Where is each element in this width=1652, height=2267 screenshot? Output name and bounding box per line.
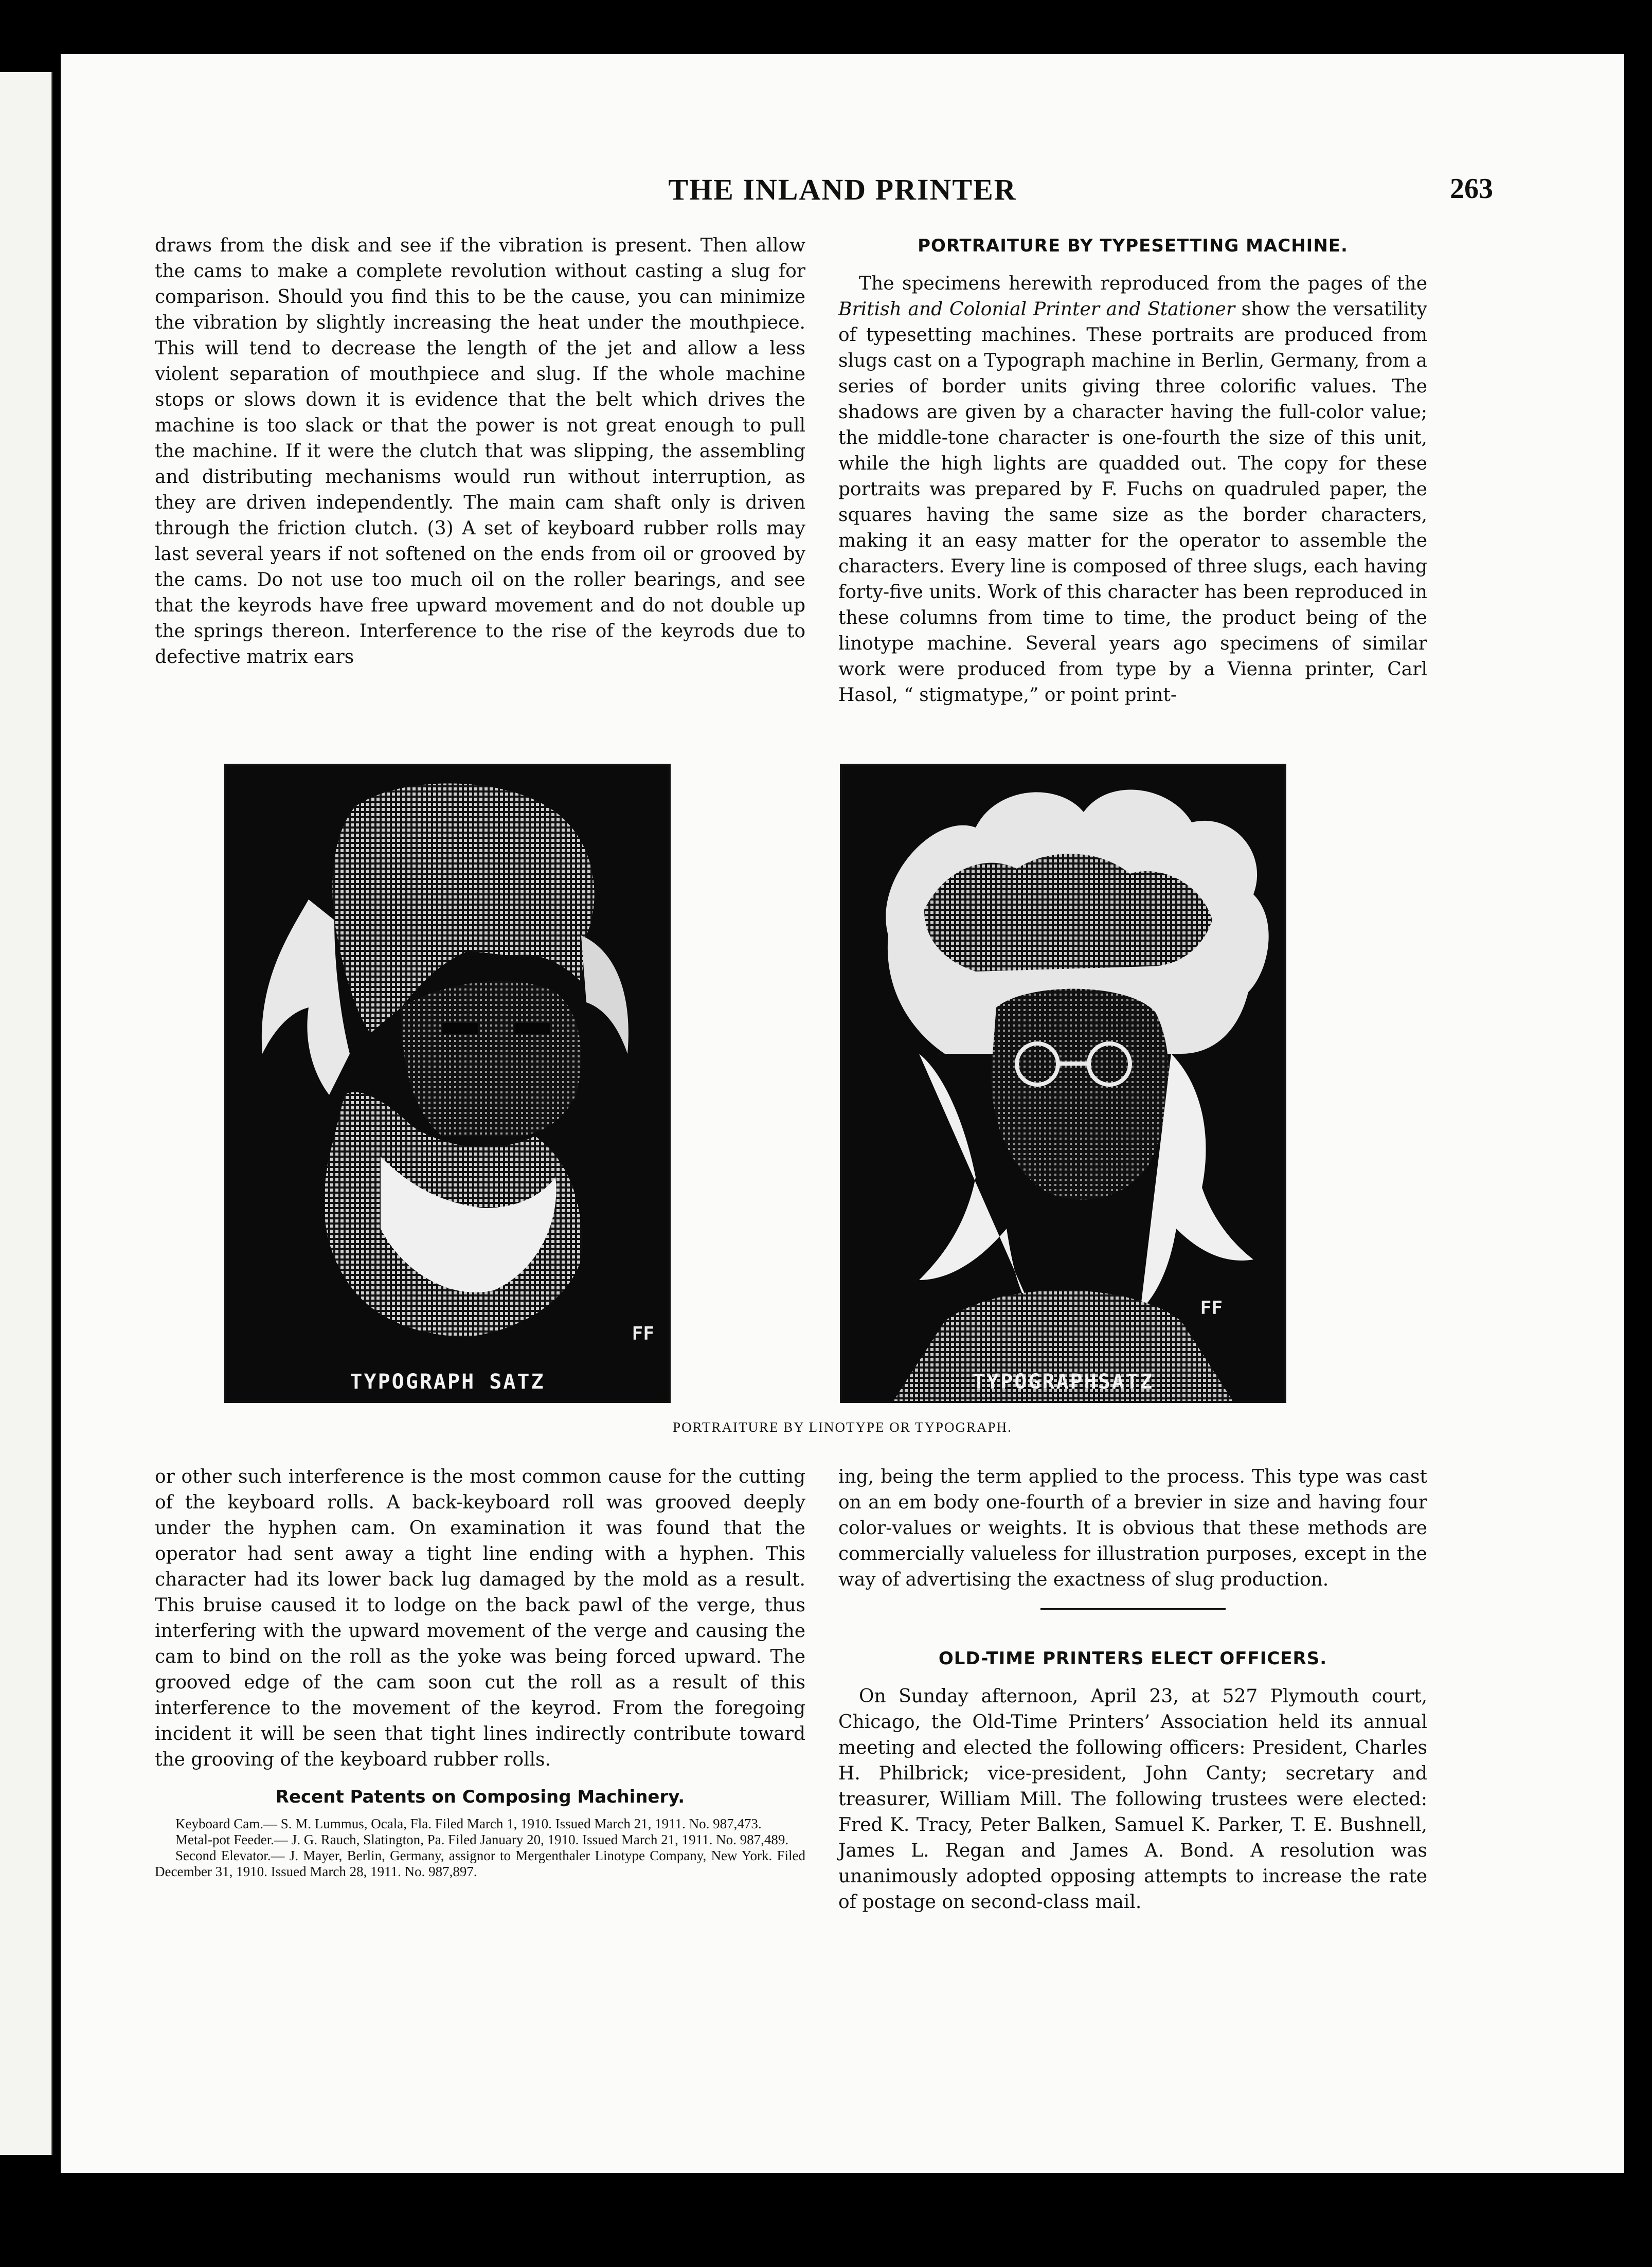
- monogram: FF: [1200, 1298, 1223, 1319]
- portrait-right-label: TYPOGRAPHSATZ: [972, 1370, 1154, 1394]
- journal-title: THE INLAND PRINTER: [668, 173, 1017, 206]
- running-header: [61, 172, 1624, 224]
- patent-entry: Metal-pot Feeder.— J. G. Rauch, Slatington, Pa. Filed January 20, 1910. Issued March 21, 1911. No. 987,489.: [175, 1832, 789, 1847]
- article-paragraph: The specimens herewith reproduced from the pages of the British and Colonial Printer and Stationer show the versatility of typesetting machines. These portraits are produced from slugs cast on a Typograph machine in Berlin, Germany, from a series of border units giving three colorific values. The shadows are given by a character having the full-color value; the middle-tone character is one-fourth the size of this unit, while the high lights are quadded out. The copy for these portraits was prepared by F. Fuchs on quadruled paper, the squares having the same size as the border characters, making it an easy matter for the operator to assemble the characters. Every line is composed of three slugs, each having forty-five units. Work of this character has been reproduced in these columns from time to time, the product being of the linotype machine. Several years ago specimens of similar work were produced from type by a Vienna printer, Carl Hasol, “ stigmatype,” or point print-: [838, 273, 1427, 706]
- section-divider: [1040, 1608, 1226, 1610]
- facing-page-edge: [0, 72, 52, 2155]
- right-column-bottom: [838, 1464, 1427, 1915]
- article-paragraph: draws from the disk and see if the vibration is present. Then allow the cams to make a complete revolution without casting a slug for comparison. Should you find this to be the cause, you can minimize the vibration by slightly increasing the heat under the mouthpiece. This will tend to decrease the length of the jet and allow a less violent separation of mouthpiece and slug. If the whole machine stops or slows down it is evidence that the belt which drives the machine is too slack or that the power is not great enough to pull the machine. If it were the clutch that was slipping, the assembling and distributing mechanisms would run without interruption, as they are driven independently. The main cam shaft only is driven through the friction clutch. (3) A set of keyboard rubber rolls may last several years if not softened on the ends from oil or grooved by the cams. Do not use too much oil on the roller bearings, and see that the keyrods have free upward movement and do not double up the springs thereon. Interference to the rise of the keyrods due to defective matrix ears: [155, 235, 805, 668]
- portrait-left: [224, 764, 671, 1403]
- patents-heading: Recent Patents on Composing Machinery.: [275, 1787, 685, 1807]
- left-column-top: [155, 233, 805, 670]
- portrait-left-image: [226, 766, 669, 1401]
- article-paragraph: or other such interference is the most common cause for the cutting of the keyboard rolls. A back-keyboard roll was grooved deeply under the hyphen cam. On examination it was found that the operator had sent away a tight line ending with a hyphen. This character had its lower back lug damaged by the mold as a result. This bruise caused it to lodge on the back pawl of the verge, thus interfering with the upward movement of the verge and causing the cam to bind on the roll as the yoke was being forced upward. The grooved edge of the cam soon cut the roll as a result of this interference to the movement of the keyrod. From the foregoing incident it will be seen that tight lines indirectly contribute toward the grooving of the keyboard rubber rolls.: [155, 1466, 805, 1770]
- monogram: FF: [632, 1323, 654, 1344]
- page-number: 263: [1450, 173, 1493, 205]
- journal-page: [61, 54, 1624, 2173]
- patent-entry: Keyboard Cam.— S. M. Lummus, Ocala, Fla. Filed March 1, 1910. Issued March 21, 1911. No. 987,473.: [175, 1816, 762, 1831]
- left-column-bottom: [155, 1464, 805, 1880]
- article-paragraph: ing, being the term applied to the process. This type was cast on an em body one-fourth of a brevier in size and having four color-values or weights. It is obvious that these methods are commercially valueless for illustration purposes, except in the way of advertising the exactness of slug production.: [838, 1466, 1427, 1590]
- section-heading-portraiture: PORTRAITURE BY TYPESETTING MACHINE.: [918, 236, 1348, 256]
- patent-entry: Second Elevator.— J. Mayer, Berlin, Germany, assignor to Mergenthaler Linotype Company, New York. Filed December 31, 1910. Issued March 28, 1911. No. 987,897.: [155, 1848, 805, 1879]
- publication-title: British and Colonial Printer and Stationer: [838, 299, 1235, 320]
- figure-caption: PORTRAITURE BY LINOTYPE OR TYPOGRAPH.: [673, 1419, 1012, 1435]
- section-heading-old-time-printers: OLD-TIME PRINTERS ELECT OFFICERS.: [938, 1648, 1327, 1669]
- portrait-right: [840, 764, 1286, 1403]
- portrait-left-label: TYPOGRAPH SATZ: [350, 1370, 545, 1394]
- article-paragraph: On Sunday afternoon, April 23, at 527 Plymouth court, Chicago, the Old-Time Printers’ Association held its annual meeting and elected the following officers: President, Charles H. Philbrick; vice-president, John Canty; secretary and treasurer, William Mill. The following trustees were elected: Fred K. Tracy, Peter Balken, Samuel K. Parker, T. E. Bushnell, James L. Regan and James A. Bond. A resolution was unanimously adopted opposing attempts to increase the rate of postage on second-class mail.: [838, 1686, 1427, 1913]
- right-column-top: [838, 233, 1427, 708]
